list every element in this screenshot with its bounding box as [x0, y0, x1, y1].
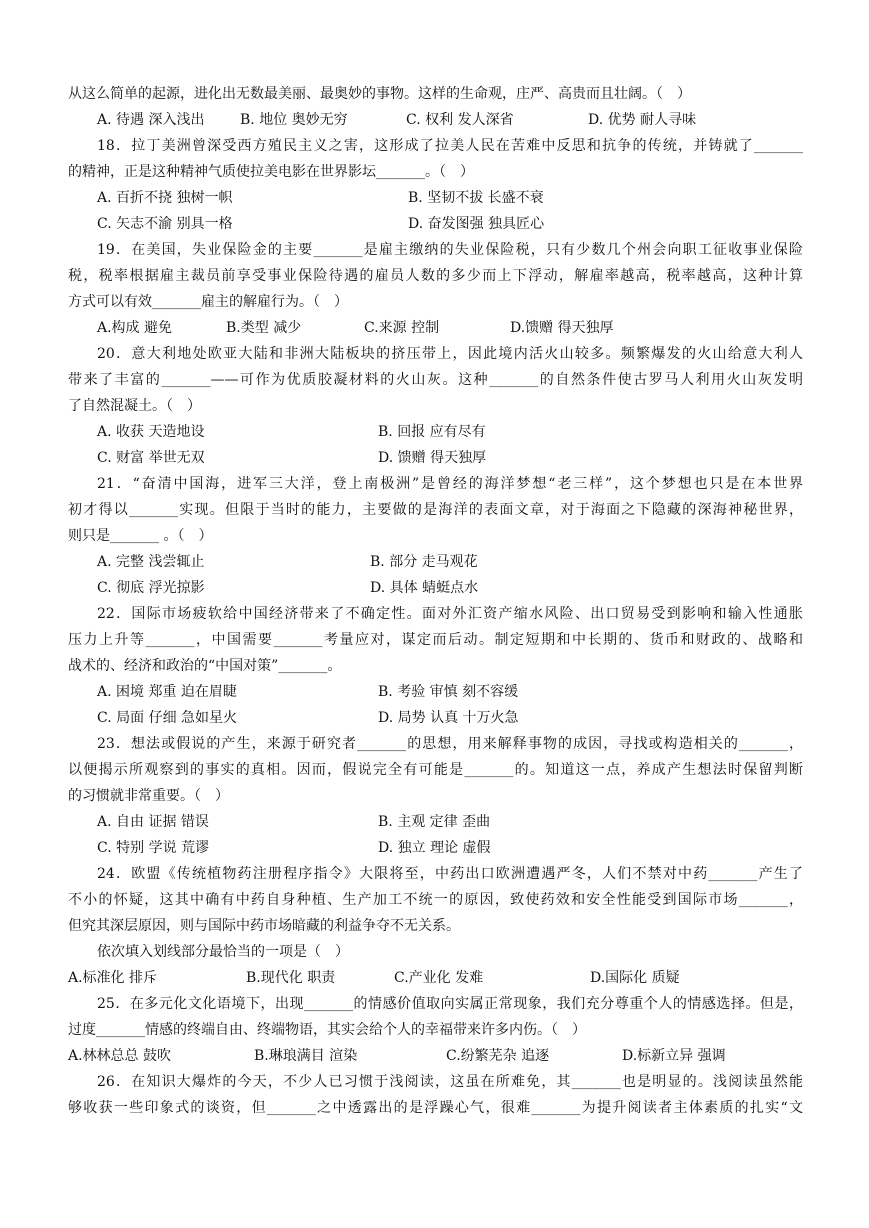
q20-text-line-1: 20．意大利地处欧亚大陆和非洲大陆板块的挤压带上，因此境内活火山较多。频繁爆发的火山给意大利人	[97, 346, 803, 362]
q24-instruction: 依次填入划线部分最恰当的一项是（ ）	[97, 944, 349, 960]
q22-text-line-3: 战术的、经济和政治的“中国对策”_______。	[68, 658, 342, 674]
q23-option-a: A. 自由 证据 错误	[97, 814, 209, 830]
q21-option-c: C. 彻底 浮光掠影	[97, 580, 205, 596]
q20-text-line-3: 了自然混凝土。（ ）	[68, 398, 201, 414]
q19-text-line-3: 方式可以有效_______雇主的解雇行为。（ ）	[68, 294, 348, 310]
q22-option-a: A. 困境 郑重 迫在眉睫	[97, 684, 237, 700]
q20-option-d: D. 馈赠 得天独厚	[378, 450, 487, 466]
q22-option-d: D. 局势 认真 十万火急	[378, 710, 519, 726]
q24-text-line-3: 但究其深层原因，则与国际中药市场暗藏的利益争夺不无关系。	[68, 918, 460, 934]
q25-text-line-2: 过度_______情感的终端自由、终端物语，其实会给个人的幸福带来许多内伤。（ ）	[68, 1022, 586, 1038]
q24-option-b: B.现代化 职责	[246, 970, 336, 986]
q19-text-line-2: 税，税率根据雇主裁员前享受事业保险待遇的雇员人数的多少而上下浮动，解雇率越高，税率越高，这种计算	[68, 268, 803, 284]
q19-text-line-1: 19．在美国，失业保险金的主要_______是雇主缴纳的失业保险税，只有少数几个州会向职工征收事业保险	[97, 242, 803, 258]
q21-option-b: B. 部分 走马观花	[370, 554, 478, 570]
q25-option-b: B.琳琅满目 渲染	[254, 1048, 358, 1064]
q23-option-b: B. 主观 定律 歪曲	[378, 814, 491, 830]
q26-text-line-1: 26．在知识大爆炸的今天，不少人已习惯于浅阅读，这虽在所难免，其_______也是明显的。浅阅读虽然能	[97, 1074, 803, 1090]
q25-option-a: A.林林总总 鼓吹	[68, 1048, 172, 1064]
q23-text-line-1: 23．想法或假说的产生，来源于研究者_______的思想，用来解释事物的成因，寻找或构造相关的_______，	[97, 736, 803, 752]
q17-option-c: C. 权利 发人深省	[406, 112, 514, 128]
q17-option-a: A. 待遇 深入浅出	[97, 112, 205, 128]
q23-option-c: C. 特别 学说 荒谬	[97, 840, 210, 856]
q21-text-line-2: 初才得以_______实现。但限于当时的能力，主要做的是海洋的表面文章，对于海面之下隐藏的深海神秘世界，	[68, 502, 803, 518]
q18-option-d: D. 奋发图强 独具匠心	[408, 216, 545, 232]
q20-option-b: B. 回报 应有尽有	[378, 424, 486, 440]
q24-text-line-2: 不小的怀疑，这其中确有中药自身种植、生产加工不统一的原因，致使药效和安全性能受到国际市场_______，	[68, 892, 803, 908]
q21-text-line-3: 则只是_______ 。（ ）	[68, 528, 213, 544]
q18-text-line-2: 的精神，正是这种精神气质使拉美电影在世界影坛_______。（ ）	[68, 164, 474, 180]
q21-text-line-1: 21．“奋清中国海，进军三大洋，登上南极洲”是曾经的海洋梦想“老三样”，这个梦想也只是在本世界	[97, 476, 803, 492]
q21-option-a: A. 完整 浅尝辄止	[97, 554, 205, 570]
q20-option-a: A. 收获 天造地设	[97, 424, 205, 440]
q18-option-a: A. 百折不挠 独树一帜	[97, 190, 233, 206]
q22-text-line-1: 22．国际市场疲软给中国经济带来了不确定性。面对外汇资产缩水风险、出口贸易受到影响和输入性通胀	[97, 606, 803, 622]
q24-option-d: D.国际化 质疑	[590, 970, 680, 986]
q18-option-b: B. 坚韧不拔 长盛不衰	[408, 190, 544, 206]
q23-text-line-3: 的习惯就非常重要。（ ）	[68, 788, 229, 804]
q24-text-line-1: 24．欧盟《传统植物药注册程序指令》大限将至，中药出口欧洲遭遇严冬，人们不禁对中药_______产生了	[97, 866, 803, 882]
q20-text-line-2: 带来了丰富的_______——可作为优质胶凝材料的火山灰。这种_______的自然条件使古罗马人利用火山灰发明	[68, 372, 803, 388]
q19-option-c: C.来源 控制	[364, 320, 440, 336]
q25-option-c: C.纷繁芜杂 追逐	[446, 1048, 550, 1064]
q21-option-d: D. 具体 蜻蜓点水	[370, 580, 479, 596]
q26-text-line-2: 够收获一些印象式的谈资，但_______之中透露出的是浮躁心气，很难_______为提升阅读者主体素质的扎实“文	[68, 1100, 803, 1116]
q23-text-line-2: 以便揭示所观察到的事实的真相。因而，假说完全有可能是_______的。知道这一点，养成产生想法时保留判断	[68, 762, 803, 778]
q25-text-line-1: 25．在多元化文化语境下，出现_______的情感价值取向实属正常现象，我们充分尊重个人的情感选择。但是，	[97, 996, 803, 1012]
q19-option-b: B.类型 减少	[226, 320, 302, 336]
q22-text-line-2: 压力上升等_______，中国需要_______考量应对，谋定而后动。制定短期和中长期的、货币和财政的、战略和	[68, 632, 803, 648]
q18-option-c: C. 矢志不渝 别具一格	[97, 216, 233, 232]
q20-option-c: C. 财富 举世无双	[97, 450, 205, 466]
q24-option-c: C.产业化 发难	[394, 970, 484, 986]
q22-option-b: B. 考验 审慎 刻不容缓	[378, 684, 519, 700]
q17-option-b: B. 地位 奥妙无穷	[240, 112, 348, 128]
q22-option-c: C. 局面 仔细 急如星火	[97, 710, 238, 726]
q18-text-line-1: 18．拉丁美洲曾深受西方殖民主义之害，这形成了拉美人民在苦难中反思和抗争的传统，并铸就了_______	[97, 138, 803, 154]
q17-text-end: 从这么简单的起源，进化出无数最美丽、最奥妙的事物。这样的生命观，庄严、高贵而且壮阔。（ ）	[68, 86, 691, 102]
q19-option-d: D.馈赠 得天独厚	[510, 320, 614, 336]
q19-option-a: A.构成 避免	[97, 320, 173, 336]
q25-option-d: D.标新立异 强调	[622, 1048, 726, 1064]
q17-option-d: D. 优势 耐人寻味	[588, 112, 697, 128]
q23-option-d: D. 独立 理论 虚假	[378, 840, 491, 856]
q24-option-a: A.标准化 排斥	[68, 970, 158, 986]
